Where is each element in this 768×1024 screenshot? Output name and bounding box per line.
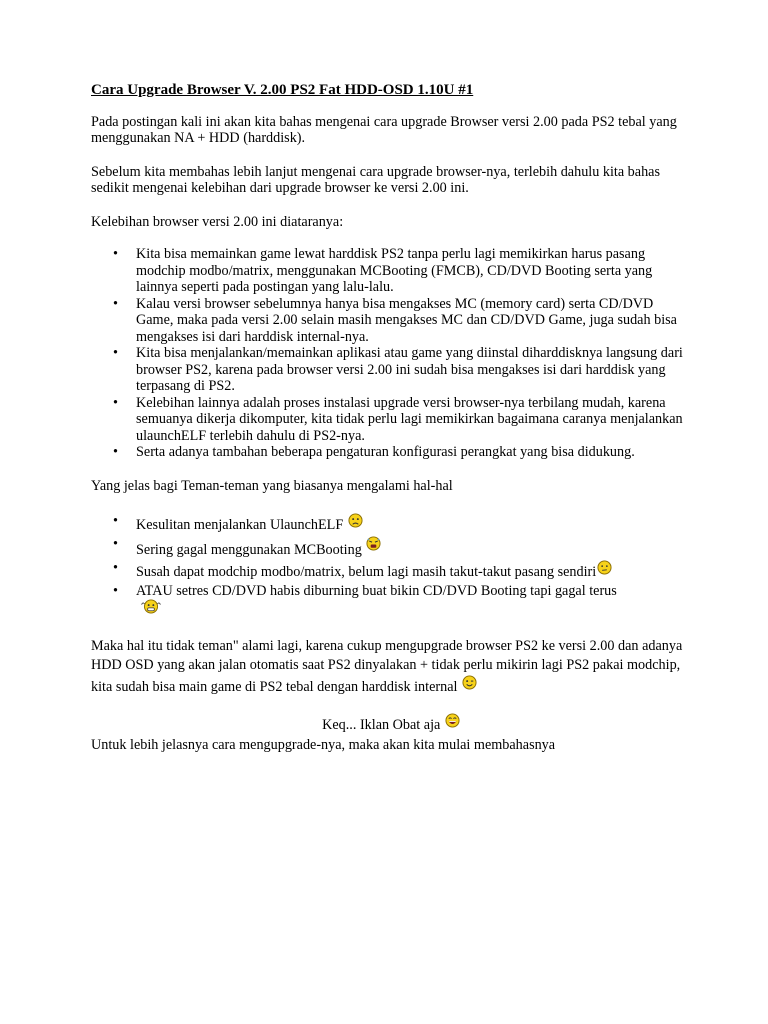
paragraph-advantages-heading: Kelebihan browser versi 2.00 ini diataranya:	[91, 213, 344, 230]
advantages-list	[91, 246, 691, 461]
list-item: • Kita bisa memainkan game lewat harddisk PS2 tanpa perlu lagi memikirkan harus pasang modchip modbo/matrix, menggunakan MCBooting (FMCB), CD/DVD Booting serta yang lainnya seperti pada postingan yang lalu-lalu.	[136, 246, 691, 296]
centered-line-text: Keq... Iklan Obat aja	[322, 716, 441, 733]
list-item: • Kelebihan lainnya adalah proses instalasi upgrade versi browser-nya terbilang mudah, karena semuanya dikerja dikomputer, kita tidak perlu lagi memikirkan bagaimana caranya menjalankan ulaunchELF terlebih dahulu di PS2-nya.	[136, 395, 691, 445]
document-content	[91, 82, 691, 771]
list-item	[136, 513, 691, 534]
list-item	[136, 536, 691, 559]
list-item-text: Kesulitan menjalankan UlaunchELF	[136, 517, 344, 533]
problems-list	[91, 513, 691, 620]
laughing-face-icon	[445, 713, 460, 728]
list-item: • Kalau versi browser sebelumnya hanya bisa mengakses MC (memory card) serta CD/DVD Game, maka pada versi 2.00 selain masih mengakses MC dan CD/DVD Game, juga sudah bisa mengakses isi dari harddisk internal-nya.	[136, 296, 691, 346]
paragraph-before: Sebelum kita membahas lebih lanjut mengenai cara upgrade browser-nya, terlebih dahulu kita bahas sedikit mengenai kelebihan dari upgrade browser ke versi 2.00 ini.	[91, 163, 660, 196]
list-item: • Kita bisa menjalankan/memainkan aplikasi atau game yang diinstal diharddisknya langsung dari browser PS2, karena pada browser versi 2.00 ini sudah bisa mengakses isi dari harddisk yang terpasang di PS2.	[136, 345, 691, 395]
list-item	[136, 583, 691, 620]
sad-face-icon	[348, 513, 363, 528]
list-item: • Serta adanya tambahan beberapa pengaturan konfigurasi perangkat yang bisa didukung.	[136, 444, 691, 461]
paragraph-conclusion	[91, 637, 691, 697]
crying-face-icon	[366, 536, 381, 551]
list-item-text: ATAU setres CD/DVD habis diburning buat bikin CD/DVD Booting tapi gagal terus	[136, 582, 617, 599]
list-item-text: Sering gagal menggunakan MCBooting	[136, 541, 362, 558]
paragraph-problems-heading: Yang jelas bagi Teman-teman yang biasanya mengalami hal-hal	[91, 477, 453, 494]
paragraph-intro: Pada postingan kali ini akan kita bahas mengenai cara upgrade Browser versi 2.00 pada PS2 tebal yang menggunakan NA + HDD (harddisk).	[91, 113, 677, 146]
document-title: Cara Upgrade Browser V. 2.00 PS2 Fat HDD-OSD 1.10U #1	[91, 82, 474, 98]
embarrassed-face-icon	[597, 560, 612, 575]
list-item	[136, 560, 691, 581]
wink-face-icon	[462, 675, 477, 690]
frustrated-face-icon	[140, 599, 162, 614]
paragraph-conclusion-text: Maka hal itu tidak teman" alami lagi, karena cukup mengupgrade browser PS2 ke versi 2.00 dan adanya HDD OSD yang akan jalan otomatis saat PS2 dinyalakan + tidak perlu mikirin lagi PS2 pakai modchip, kita sudah bisa main game di PS2 tebal dengan harddisk internal	[91, 637, 683, 695]
list-item-text: Susah dapat modchip modbo/matrix, belum lagi masih takut-takut pasang sendiri	[136, 564, 597, 580]
paragraph-closing: Untuk lebih jelasnya cara mengupgrade-nya, maka akan kita mulai membahasnya	[91, 737, 556, 753]
centered-line	[91, 713, 691, 734]
